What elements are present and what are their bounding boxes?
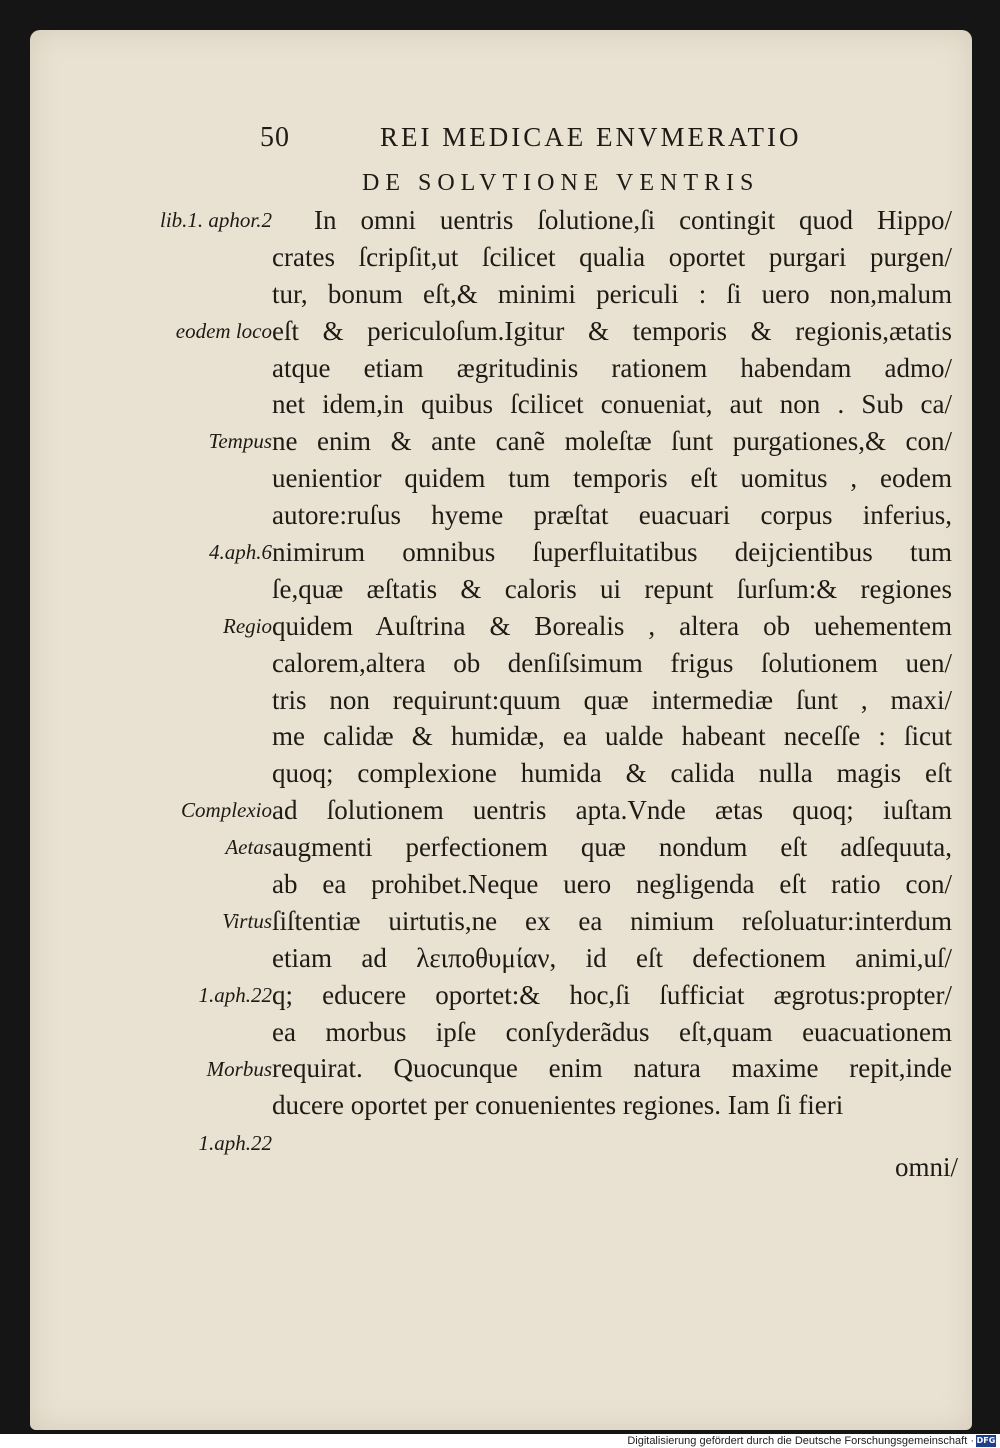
text-line: etiam ad λειποθυμίαν, id eſt defectionem animi,uſ/	[272, 942, 952, 973]
margin-note: 1.aph.22	[198, 1130, 272, 1155]
margin-note: Morbus	[206, 1056, 272, 1081]
running-title: REI MEDICAE ENVMERATIO	[380, 122, 802, 152]
text-line: calorem,altera ob denſiſsimum frigus ſolutionem uen/	[272, 647, 952, 678]
margin-note: eodem loco	[175, 318, 272, 343]
margin-note: lib.1. aphor.2	[159, 208, 272, 232]
text-line: requirat. Quocunque enim natura maxime repit,inde	[272, 1053, 952, 1084]
footer-bar	[0, 1434, 1000, 1448]
text-line: augmenti perfectionem quæ nondum eſt adſequuta,	[272, 832, 952, 863]
text-line: net idem,in quibus ſcilicet conueniat, aut non . Sub ca/	[272, 389, 952, 420]
text-line: ducere oportet per conuenientes regiones. Iam ſi fieri	[272, 1090, 844, 1121]
dfg-logo-icon: DFG	[976, 1436, 996, 1445]
margin-note: Regio	[223, 613, 272, 638]
text-line: ſiſtentiæ uirtutis,ne ex ea nimium reſoluatur:interdum	[272, 905, 952, 936]
margin-note: 1.aph.22	[198, 982, 272, 1007]
text-line: nimirum omnibus ſuperfluitatibus deijcientibus tum	[272, 537, 952, 568]
footer-credit: Digitalisierung gefördert durch die Deutsche Forschungsgemeinschaft ·	[627, 1435, 974, 1447]
margin-note: Virtus	[222, 909, 272, 934]
text-line: quidem Auſtrina & Borealis , altera ob uehementem	[272, 610, 952, 641]
text-line: tur, bonum eſt,& minimi periculi : ſi uero non,malum	[272, 278, 952, 309]
text-line: q; educere oportet:& hoc,ſi ſufficiat ægrotus:propter/	[272, 979, 952, 1010]
margin-note: Aetas	[225, 835, 272, 860]
book-page	[30, 30, 972, 1430]
text-line: atque etiam ægritudinis rationem habendam admo/	[272, 352, 952, 383]
running-head	[260, 122, 880, 162]
text-line: crates ſcripſit,ut ſcilicet qualia oportet purgari purgen/	[272, 241, 952, 272]
text-line: uenientior quidem tum temporis eſt uomitus , eodem	[272, 463, 952, 494]
text-line: ad ſolutionem uentris apta.Vnde ætas quoq; iuſtam	[272, 795, 952, 826]
text-line: autore:ruſus hyeme præſtat euacuari corpus inferius,	[272, 500, 952, 531]
body-text	[272, 202, 952, 1124]
text-line: ne enim & ante canẽ moleſtæ ſunt purgationes,& con/	[272, 426, 952, 457]
text-line: tris non requirunt:quum quæ intermediæ ſunt , maxi/	[272, 684, 952, 715]
text-line: In omni uentris ſolutione,ſi contingit quod Hippo/	[314, 205, 952, 235]
text-line: eſt & periculoſum.Igitur & temporis & regionis,ætatis	[272, 315, 952, 346]
margin-note: Tempus	[208, 429, 272, 454]
text-line: me calidæ & humidæ, ea ualde habeant neceſſe : ſicut	[272, 721, 952, 752]
margin-notes	[110, 202, 272, 1162]
text-line: quoq; complexione humida & calida nulla magis eſt	[272, 758, 952, 789]
text-line: ſe,quæ æſtatis & caloris ui repunt ſurſum:& regiones	[272, 573, 952, 604]
text-line: ea morbus ipſe conſyderãdus eſt,quam euacuationem	[272, 1016, 952, 1047]
section-heading: DE SOLVTIONE VENTRIS	[362, 170, 760, 196]
catchword: omni/	[894, 1152, 958, 1182]
text-line: ab ea prohibet.Neque uero negligenda eſt ratio con/	[272, 869, 952, 900]
margin-note: Complexio	[181, 798, 272, 823]
page-number: 50	[260, 122, 290, 153]
margin-note: 4.aph.6	[209, 540, 272, 565]
